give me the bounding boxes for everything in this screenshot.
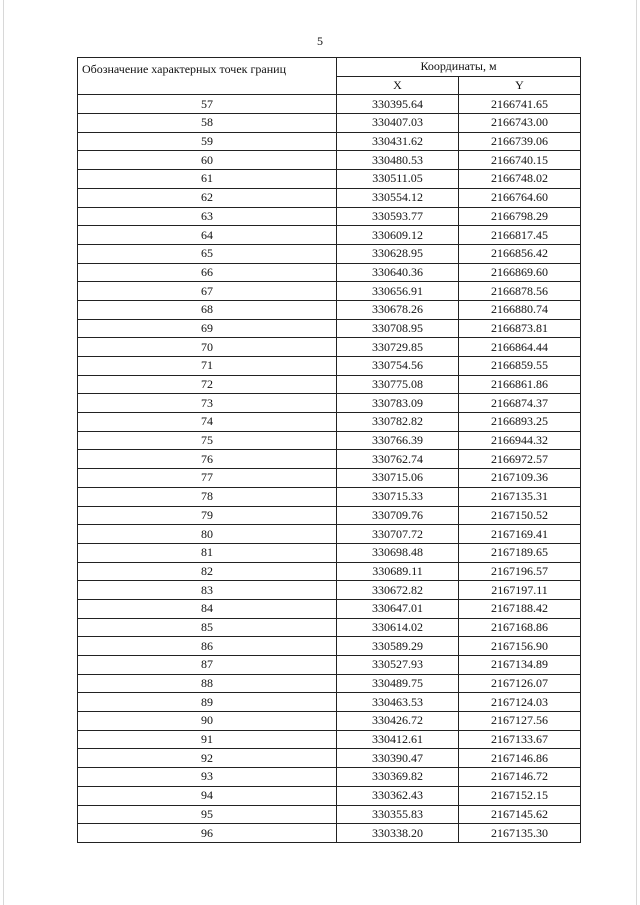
y-cell: 2167133.67 xyxy=(459,730,581,749)
y-cell: 2166869.60 xyxy=(459,263,581,282)
table-row xyxy=(78,543,581,562)
point-cell: 96 xyxy=(78,824,337,843)
x-cell: 330589.29 xyxy=(337,637,459,656)
table-row xyxy=(78,188,581,207)
header-y: Y xyxy=(459,76,581,95)
point-cell: 60 xyxy=(78,151,337,170)
y-cell: 2167197.11 xyxy=(459,581,581,600)
y-cell: 2166741.65 xyxy=(459,95,581,114)
point-cell: 87 xyxy=(78,656,337,675)
scan-edge-right xyxy=(636,0,637,905)
x-cell: 330390.47 xyxy=(337,749,459,768)
y-cell: 2166743.00 xyxy=(459,114,581,133)
x-cell: 330355.83 xyxy=(337,805,459,824)
x-cell: 330647.01 xyxy=(337,599,459,618)
y-cell: 2166972.57 xyxy=(459,450,581,469)
y-cell: 2166878.56 xyxy=(459,282,581,301)
table-row xyxy=(78,712,581,731)
table-row xyxy=(78,599,581,618)
y-cell: 2167126.07 xyxy=(459,674,581,693)
x-cell: 330338.20 xyxy=(337,824,459,843)
x-cell: 330614.02 xyxy=(337,618,459,637)
table-row xyxy=(78,562,581,581)
point-cell: 80 xyxy=(78,525,337,544)
table-row xyxy=(78,618,581,637)
point-cell: 71 xyxy=(78,357,337,376)
y-cell: 2166861.86 xyxy=(459,375,581,394)
point-cell: 81 xyxy=(78,543,337,562)
y-cell: 2167127.56 xyxy=(459,712,581,731)
table-row xyxy=(78,413,581,432)
point-cell: 93 xyxy=(78,768,337,787)
y-cell: 2166856.42 xyxy=(459,244,581,263)
table-row xyxy=(78,749,581,768)
point-cell: 62 xyxy=(78,188,337,207)
point-cell: 77 xyxy=(78,469,337,488)
y-cell: 2166880.74 xyxy=(459,300,581,319)
y-cell: 2167188.42 xyxy=(459,599,581,618)
point-cell: 70 xyxy=(78,338,337,357)
table-body xyxy=(78,95,581,843)
point-cell: 84 xyxy=(78,599,337,618)
x-cell: 330729.85 xyxy=(337,338,459,357)
table-row xyxy=(78,263,581,282)
table-row xyxy=(78,431,581,450)
x-cell: 330707.72 xyxy=(337,525,459,544)
point-cell: 57 xyxy=(78,95,337,114)
point-cell: 59 xyxy=(78,132,337,151)
table-row xyxy=(78,693,581,712)
table-row xyxy=(78,319,581,338)
x-cell: 330782.82 xyxy=(337,413,459,432)
y-cell: 2167145.62 xyxy=(459,805,581,824)
table-row xyxy=(78,581,581,600)
table-row xyxy=(78,282,581,301)
point-cell: 65 xyxy=(78,244,337,263)
table-row xyxy=(78,151,581,170)
table-row xyxy=(78,730,581,749)
y-cell: 2166873.81 xyxy=(459,319,581,338)
y-cell: 2166944.32 xyxy=(459,431,581,450)
table-row xyxy=(78,786,581,805)
point-cell: 88 xyxy=(78,674,337,693)
y-cell: 2166739.06 xyxy=(459,132,581,151)
x-cell: 330775.08 xyxy=(337,375,459,394)
table-row xyxy=(78,525,581,544)
table-row xyxy=(78,207,581,226)
y-cell: 2167152.15 xyxy=(459,786,581,805)
x-cell: 330426.72 xyxy=(337,712,459,731)
x-cell: 330640.36 xyxy=(337,263,459,282)
x-cell: 330628.95 xyxy=(337,244,459,263)
y-cell: 2167189.65 xyxy=(459,543,581,562)
point-cell: 74 xyxy=(78,413,337,432)
table-row xyxy=(78,469,581,488)
x-cell: 330412.61 xyxy=(337,730,459,749)
x-cell: 330689.11 xyxy=(337,562,459,581)
y-cell: 2166764.60 xyxy=(459,188,581,207)
table-row xyxy=(78,394,581,413)
x-cell: 330369.82 xyxy=(337,768,459,787)
point-cell: 64 xyxy=(78,226,337,245)
point-cell: 89 xyxy=(78,693,337,712)
point-cell: 85 xyxy=(78,618,337,637)
y-cell: 2167135.31 xyxy=(459,487,581,506)
scan-edge-left xyxy=(3,0,4,905)
header-x: X xyxy=(337,76,459,95)
point-cell: 91 xyxy=(78,730,337,749)
table-row xyxy=(78,300,581,319)
y-cell: 2167135.30 xyxy=(459,824,581,843)
y-cell: 2167109.36 xyxy=(459,469,581,488)
y-cell: 2167168.86 xyxy=(459,618,581,637)
point-cell: 67 xyxy=(78,282,337,301)
point-cell: 92 xyxy=(78,749,337,768)
point-cell: 78 xyxy=(78,487,337,506)
x-cell: 330783.09 xyxy=(337,394,459,413)
y-cell: 2166748.02 xyxy=(459,170,581,189)
y-cell: 2166740.15 xyxy=(459,151,581,170)
y-cell: 2166798.29 xyxy=(459,207,581,226)
x-cell: 330554.12 xyxy=(337,188,459,207)
x-cell: 330762.74 xyxy=(337,450,459,469)
y-cell: 2166817.45 xyxy=(459,226,581,245)
table-row xyxy=(78,450,581,469)
table-row xyxy=(78,824,581,843)
x-cell: 330463.53 xyxy=(337,693,459,712)
y-cell: 2167156.90 xyxy=(459,637,581,656)
x-cell: 330480.53 xyxy=(337,151,459,170)
x-cell: 330715.06 xyxy=(337,469,459,488)
x-cell: 330709.76 xyxy=(337,506,459,525)
point-cell: 72 xyxy=(78,375,337,394)
table-row xyxy=(78,114,581,133)
point-cell: 68 xyxy=(78,300,337,319)
x-cell: 330656.91 xyxy=(337,282,459,301)
point-cell: 82 xyxy=(78,562,337,581)
x-cell: 330407.03 xyxy=(337,114,459,133)
x-cell: 330672.82 xyxy=(337,581,459,600)
x-cell: 330609.12 xyxy=(337,226,459,245)
table-row xyxy=(78,132,581,151)
table-row xyxy=(78,674,581,693)
table-row xyxy=(78,506,581,525)
y-cell: 2167146.86 xyxy=(459,749,581,768)
x-cell: 330527.93 xyxy=(337,656,459,675)
header-coordinates: Координаты, м xyxy=(337,58,581,77)
x-cell: 330678.26 xyxy=(337,300,459,319)
x-cell: 330593.77 xyxy=(337,207,459,226)
y-cell: 2167150.52 xyxy=(459,506,581,525)
y-cell: 2167134.89 xyxy=(459,656,581,675)
point-cell: 90 xyxy=(78,712,337,731)
table-row xyxy=(78,226,581,245)
point-cell: 76 xyxy=(78,450,337,469)
x-cell: 330698.48 xyxy=(337,543,459,562)
y-cell: 2166864.44 xyxy=(459,338,581,357)
point-cell: 83 xyxy=(78,581,337,600)
y-cell: 2166874.37 xyxy=(459,394,581,413)
table-row xyxy=(78,656,581,675)
table-row xyxy=(78,357,581,376)
x-cell: 330511.05 xyxy=(337,170,459,189)
point-cell: 73 xyxy=(78,394,337,413)
x-cell: 330766.39 xyxy=(337,431,459,450)
table-row xyxy=(78,338,581,357)
table-row xyxy=(78,244,581,263)
x-cell: 330489.75 xyxy=(337,674,459,693)
coordinates-table xyxy=(77,57,581,843)
y-cell: 2166893.25 xyxy=(459,413,581,432)
page-number: 5 xyxy=(317,34,323,48)
point-cell: 86 xyxy=(78,637,337,656)
x-cell: 330715.33 xyxy=(337,487,459,506)
x-cell: 330431.62 xyxy=(337,132,459,151)
table-row xyxy=(78,637,581,656)
table-row xyxy=(78,768,581,787)
table-row xyxy=(78,170,581,189)
x-cell: 330395.64 xyxy=(337,95,459,114)
point-cell: 69 xyxy=(78,319,337,338)
y-cell: 2166859.55 xyxy=(459,357,581,376)
point-cell: 61 xyxy=(78,170,337,189)
y-cell: 2167169.41 xyxy=(459,525,581,544)
point-cell: 95 xyxy=(78,805,337,824)
table-row xyxy=(78,375,581,394)
table-row xyxy=(78,95,581,114)
header-point-label: Обозначение характерных точек границ xyxy=(78,58,337,95)
y-cell: 2167124.03 xyxy=(459,693,581,712)
table-row xyxy=(78,805,581,824)
y-cell: 2167196.57 xyxy=(459,562,581,581)
point-cell: 58 xyxy=(78,114,337,133)
point-cell: 75 xyxy=(78,431,337,450)
x-cell: 330362.43 xyxy=(337,786,459,805)
x-cell: 330708.95 xyxy=(337,319,459,338)
point-cell: 63 xyxy=(78,207,337,226)
y-cell: 2167146.72 xyxy=(459,768,581,787)
point-cell: 79 xyxy=(78,506,337,525)
table-row xyxy=(78,487,581,506)
point-cell: 66 xyxy=(78,263,337,282)
x-cell: 330754.56 xyxy=(337,357,459,376)
point-cell: 94 xyxy=(78,786,337,805)
